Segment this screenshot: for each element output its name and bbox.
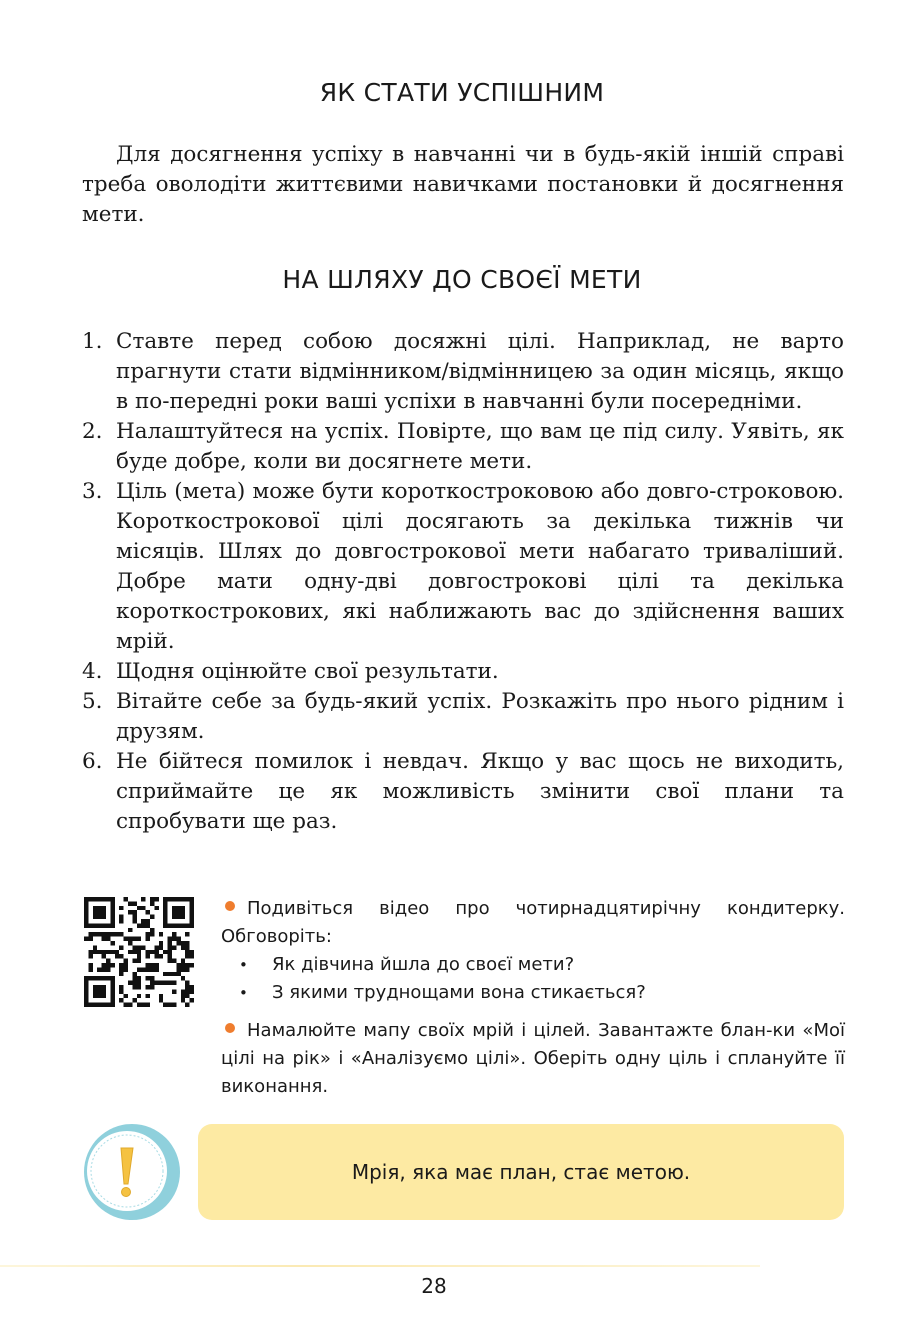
list-text: Ціль (мета) може бути короткостроковою або довго-строковою. Короткострокової цілі досягають за декілька тижнів чи місяців. Шлях до довгострокової мети набагато триваліший. Добре мати одну-дві довгострокові цілі та декілька короткострокових, які наближають вас до здійснення ваших мрій. [116,479,844,654]
list-number: 3. [82,479,103,504]
task-map [221,1017,845,1101]
list-number: 6. [82,749,103,774]
list-item [82,327,844,417]
task-bullet-icon [225,1023,235,1033]
intro-paragraph: Для досягнення успіху в навчанні чи в будь-якій іншій справі треба оволодіти життєвими навичками постановки й досягнення мети. [82,142,844,227]
list-item [82,747,844,837]
page-number: 28 [421,1274,447,1298]
task-video [221,895,845,951]
bullet-icon: • [239,956,248,974]
list-number: 2. [82,419,103,444]
section-title: ЯК СТАТИ УСПІШНИМ [319,78,605,107]
quote-box [198,1124,844,1220]
list-item [82,687,844,747]
exclamation-icon [82,1122,182,1222]
list-text: Вітайте себе за будь-який успіх. Розкажіть про нього рідним і друзям. [116,689,844,744]
tasks-block [221,895,845,1101]
task-bullet-icon [225,901,235,911]
list-item [82,417,844,477]
footer-divider [0,1265,760,1267]
list-item [82,657,844,687]
task-text: Подивіться відео про чотирнадцятирічну кондитерку. Обговоріть: [221,898,845,947]
subsection-title: НА ШЛЯХУ ДО СВОЄЇ МЕТИ [282,265,642,294]
quote-text: Мрія, яка має план, стає метою. [351,1160,691,1184]
list-text: Не бійтеся помилок і невдач. Якщо у вас щось не виходить, сприймайте це як можливість змінити свої плани та спробувати ще раз. [116,749,844,834]
question-list [221,951,845,1007]
bullet-icon: • [239,984,248,1002]
steps-list [82,327,844,837]
list-text: Налаштуйтеся на успіх. Повірте, що вам це під силу. Уявіть, як буде добре, коли ви досягнете мети. [116,419,844,474]
list-text: Ставте перед собою досяжні цілі. Наприклад, не варто прагнути стати відмінником/відмінницею за один місяць, якщо в по-передні роки ваші успіхи в навчанні були посередніми. [116,329,844,414]
question-item: • Як дівчина йшла до своєї мети? [239,951,845,979]
task-text: Намалюйте мапу своїх мрій і цілей. Завантажте блан-ки «Мої цілі на рік» і «Аналізуємо цілі». Оберіть одну ціль і сплануйте її виконання. [221,1020,845,1097]
list-number: 4. [82,659,103,684]
list-text: Щодня оцінюйте свої результати. [116,659,499,684]
list-number: 1. [82,329,103,354]
qr-code[interactable] [84,897,194,1007]
question-item: • З якими труднощами вона стикається? [239,979,845,1007]
list-item [82,477,844,657]
list-number: 5. [82,689,103,714]
